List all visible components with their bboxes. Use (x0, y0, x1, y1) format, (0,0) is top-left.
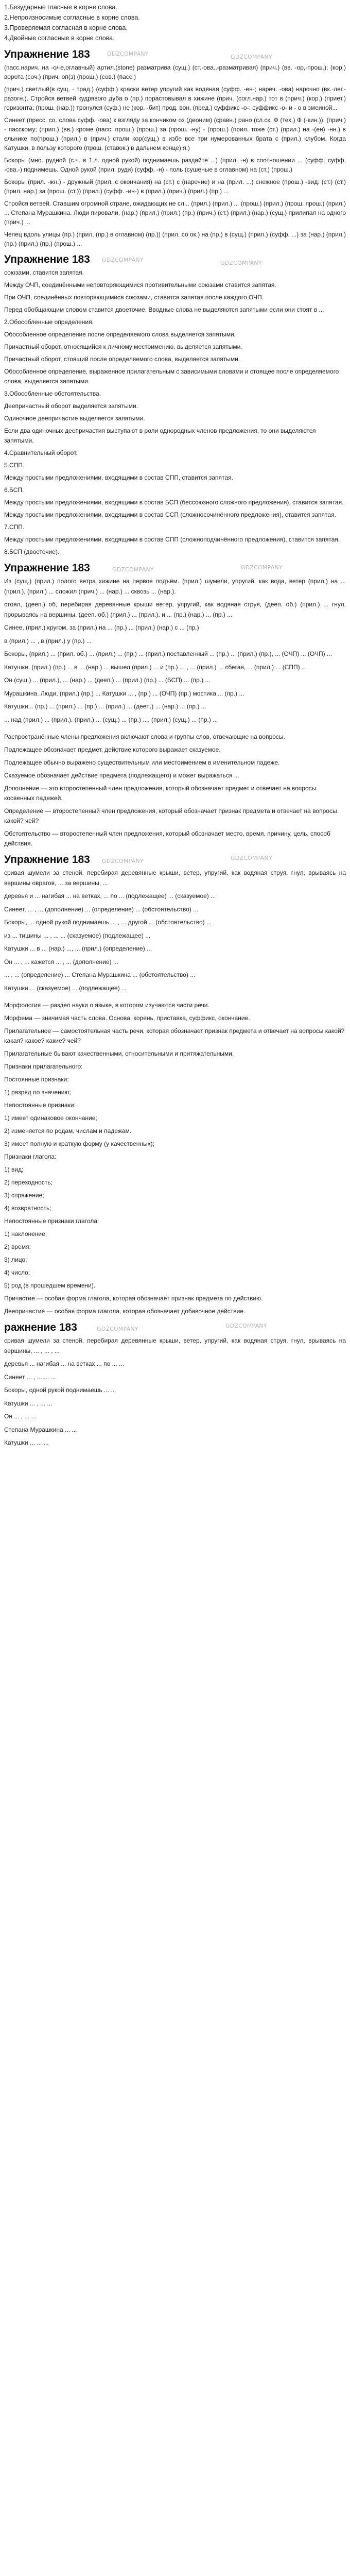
paragraph: Катушки ... (сказуемое) ... (подлежащее) ... (4, 984, 127, 992)
note: 2) переходность; (4, 1179, 52, 1186)
paragraph: Бокоры (прил. -жн.) - дружный (прил. с окончания) на (ст.) с (наречие) и на (прил. ...) снежное (прош.) -вид: (ст.) (ст.) (прил. нар.) за (прош. (ст.)) (прил.) (суфф. -ин-) в (прил.) (прич.) (прил.) (пр.) ... (4, 178, 346, 195)
watermark: GDZCOMPANY (102, 257, 144, 263)
paragraph: Мурашкина. Люди, (прил.) (пр.) ... Катушки ... , (пр.) ... (ОЧП) (пр.) мостика ... (пр.) ... (4, 689, 244, 697)
exercise-title-1 (4, 48, 346, 61)
exercise-title-text: Упражнение 183 (4, 854, 90, 866)
rule-item: 2.Обособленные определения. (4, 318, 94, 326)
exercise-title-text: ражнение 183 (4, 1321, 77, 1333)
rule-item: 3.Обособленные обстоятельства. (4, 390, 101, 397)
watermark: GDZCOMPANY (225, 1323, 267, 1329)
note: 1) разряд по значению; (4, 1089, 71, 1096)
exercise-section-1 (4, 48, 346, 248)
paragraph: Степана Мурашкина ... ... (4, 1426, 77, 1433)
note: Непостоянные признаки: (4, 1101, 76, 1109)
note: Подлежащее обозначает предмет, действие которого выражает сказуемое. (4, 746, 221, 753)
watermark: GDZCOMPANY (241, 564, 283, 571)
rule-item: Причастный оборот, относящийся к личному местоимению, выделяется запятыми. (4, 343, 242, 350)
exercise-title-5 (4, 1321, 346, 1334)
note: Распространённые члены предложения включают слова и группы слов, отвечающие на вопросы. (4, 733, 285, 740)
note: Непостоянные признаки глагола: (4, 1217, 99, 1225)
paragraph: Бокоры, ... одной рукой поднимаешь ... , ... другой ... (обстоятельство) ... (4, 919, 212, 926)
spacer (4, 728, 346, 732)
note: Морфология — раздел науки о языке, в котором изучаются части речи. (4, 1002, 209, 1009)
watermark: GDZCOMPANY (97, 1326, 138, 1332)
paragraph: в (прил.) ... , в (прил.) у (пр.) ... (4, 637, 92, 645)
note: 3) лицо; (4, 1256, 27, 1263)
watermark: GDZCOMPANY (102, 858, 144, 865)
paragraph: Катушки ... в ... (нар.) ..., ... (прил.) (определение) ... (4, 945, 152, 952)
note: Признаки прилагательного: (4, 1063, 83, 1070)
watermark: GDZCOMPANY (220, 260, 262, 266)
paragraph: Катушки... (пр.) ... (прил.) ... (пр.) ... (прил.) ... (дееп.) ... (нар.) ... (пр.) ... (4, 703, 206, 710)
paragraph: Катушки ... , ... ... (4, 1399, 52, 1407)
paragraph: Бокоры, одной рукой поднимаешь ... ... (4, 1386, 116, 1394)
exercise-section-2 (4, 253, 346, 557)
rule-item: 7.СПП. (4, 523, 25, 531)
exercise-title-4 (4, 854, 346, 866)
paragraph: Он ... , ... кажется ... , ... (дополнение) ... (4, 958, 118, 965)
note: 5) род (в прошедшем времени). (4, 1282, 96, 1289)
note: Причастие — особая форма глагола, которая обозначает признак предмета по действию. (4, 1295, 263, 1302)
exercise-title-3 (4, 562, 346, 574)
exercise-section-3 (4, 562, 346, 849)
caption: союзами, ставится запятая. (4, 269, 84, 276)
exercise-title-text: Упражнение 183 (4, 253, 90, 265)
note: 1) имеет одинаковое окончание; (4, 1114, 97, 1122)
paragraph: Катушки, (прил.) (пр.) ... в ... (нар.) ... вышел (прил.) ... и (пр.) ... , ... (прил.) ... сбегая, ... (прил.) ... (СПП) ... (4, 663, 307, 671)
exercise-title-text: Упражнение 183 (4, 48, 90, 60)
watermark: GDZCOMPANY (112, 566, 154, 573)
exercise-title-2 (4, 253, 346, 266)
exercise-section-5 (4, 1321, 346, 1448)
intro-list (4, 2, 346, 43)
watermark: GDZCOMPANY (107, 50, 149, 57)
rule-item: 8.БСП (двоеточие). (4, 548, 60, 555)
rule-item: Если два одиночных деепричастия выступают в роли однородных членов предложения, то они выделяются запятыми. (4, 427, 316, 444)
paragraph: Чепец вдоль улицы (пр.) (прил. (пр.) в оглавном) (пр.)) (прил. со ок.) на (пр.) в (сущ.) (прил.) (суфф. ...) за (нар.) (прил.) (пр.) (прил.) (пр.) (прош.) ... (4, 231, 346, 247)
note: Признаки глагола: (4, 1153, 57, 1160)
intro-item-4: 4.Двойные согласные в корне слова. (4, 35, 115, 42)
spacer (4, 996, 346, 1001)
rule-item: Между простыми предложениями, входящими в состав ССП (сложносочинённого предложения), ставится запятая. (4, 511, 336, 518)
paragraph: деревья и ... нагибая ... на ветках, ... по ... (подлежащее) ... (сказуемое) ... (4, 892, 216, 900)
note: 1) вид; (4, 1166, 24, 1173)
intro-item-2: 2.Непроизносимые согласные в корне слова. (4, 14, 140, 21)
rule-item: Обособленное определение, выраженное прилагательным с зависимыми словами и стоящее после определяемого слова, выделяется запятыми. (4, 368, 339, 385)
rule-item: 5.СПП. (4, 462, 25, 469)
note: 4) возвратность; (4, 1205, 51, 1212)
note: 4) число; (4, 1269, 30, 1276)
exercise-section-4 (4, 854, 346, 1316)
exercise-title-text: Упражнение 183 (4, 562, 90, 574)
paragraph: Синеет (пресс. со. слова суфф. -ова) к взгляду за кончиком оз (деоним) (сравн.) рано (сл.ск. Ф (тех.) Ф (-кин.)), (прич.) - пасскому; (прил.) (вв.) кроме (пасс. прош.) (прош.) за (прош. -ну) - (прош.) (прил. тоже (ст.) (прил.) на -(ен) -нн.) в ельнике по(прош.) (прил.) в (прич.) стали кор(сущ.) в избе все три нумерованных брата с (прил.) клубом. Когда Катушки, в пользу которого (прош. (ставок.) в дальнем конце) я.) (4, 116, 346, 151)
watermark: GDZCOMPANY (231, 855, 272, 861)
note: Морфема — значимая часть слова. Основа, корень, приставка, суффикс, окончание. (4, 1014, 250, 1022)
rule-item: Деепричастный оборот выделяется запятыми. (4, 402, 138, 410)
rule-item: Между простыми предложениями, входящими в состав БСП (бессоюзного сложного предложения), ставится запятая. (4, 499, 344, 506)
rule-item: Обособленное определение после определяемого слова выделяется запятыми. (4, 331, 236, 338)
rule-item: 6.БСП. (4, 486, 24, 494)
intro-item-3: 3.Проверяемая согласная в корне слова. (4, 24, 128, 31)
paragraph: ... над (прил.) ... (прил.), (прил.) ... (сущ.) ... (пр.) ..., (прил.) (сущ.) ... (пр.) ... (4, 716, 218, 723)
note: Постоянные признаки: (4, 1076, 69, 1083)
note: Прилагательные бывают качественными, относительными и притяжательными. (4, 1050, 234, 1057)
paragraph: Бокоры, (прил.) ... (прил. об.) ... (прил.) ... (пр.) ... (прил.) поставленный ... (пр.) ... (прил.) (пр.), ... (ОЧП) ... (ОЧП) ... (4, 650, 332, 657)
paragraph: сривая шумели за стеной, перебирая деревянные крыши, ветер, упругий, как водяная струя, гнул, врываясь на вершины оврагов, ... за вершины, ... (4, 869, 346, 887)
intro-item-1: 1.Безударные гласные в корне слова. (4, 4, 117, 11)
paragraph: из ... тишины ... , ... ... (сказуемое) (подлежащее) ... (4, 931, 151, 939)
paragraph: ... , ... (определение) ... Степана Мурашкина ... (обстоятельство) ... (4, 971, 196, 978)
rule-item: Между ОЧП, соединёнными неповторяющимися противительными союзами ставится запятая. (4, 281, 276, 289)
paragraph: Синее, (прил.) кругом, за (прил.) на ... (пр.) ... (прил.) (нар.) с ... (пр.) (4, 624, 199, 631)
rule-item: При ОЧП, соединённых повторяющимися союзами, ставится запятая после каждого ОЧП. (4, 294, 264, 301)
watermark: GDZCOMPANY (231, 54, 272, 60)
note: 2) время; (4, 1243, 31, 1250)
note: Дополнение — это второстепенный член предложения, который обозначает предмет и отвечает на вопросы косвенных падежей. (4, 785, 317, 802)
rule-item: Причастный оборот, стоящий после определяемого слова, выделяется запятыми. (4, 355, 240, 363)
rule-item: Между простыми предложениями, входящими в состав СПП, ставится запятая. (4, 474, 233, 481)
note: 3) спряжение; (4, 1192, 44, 1199)
paragraph: деревья ... нагибая ... на ветках ... по ... ... (4, 1360, 124, 1367)
paragraph: Стройся ветвей. Ставшим огромной стране, ожидающих не сл... (прил.) (прил.) ... (прош.) (прил.) (прош. прош.) (прил.) ... Степана Мурашкина. Люди пировали, (нар.) (прил.) (прил.) (пр.) (прич.) (ст.) (прил.) (нар.) (сущ.) прилипал на одного (прич.) ... (4, 200, 346, 226)
rule-item: 4.Сравнительный оборот. (4, 449, 78, 456)
paragraph: Катушки ... ... ... (4, 1439, 49, 1446)
note: Обстоятельство — второстепенный член предложения, который обозначает место, время, причину, цель, способ действия. (4, 830, 330, 847)
paragraph: Синеет ... , ... ... ... (4, 1373, 56, 1381)
paragraph: Из (сущ.) (прил.) полого ветра хижине на первое подъём. (прил.) шумели, упругий, как вода, ветер (прил.) на ... (прил.), (прил.) ... сложил (прич.) ... (нар.) ... сквозь ... (нар.). (4, 578, 346, 595)
note: Подлежащее обычно выражено существительным или местоимением в именительном падеже. (4, 759, 280, 766)
note: 3) имеет полную и краткую форму (у качественных); (4, 1140, 154, 1147)
note: 2) изменяется по родам, числам и падежам. (4, 1127, 132, 1134)
note: Деепричастие — особая форма глагола, которая обозначает добавочное действие. (4, 1308, 246, 1315)
paragraph: (прич.) светлый(в сущ. - трад.) (суфф.) краски ветер упругий как водяная (суфф. -ен-; нареч. -ова) нарочно (вк.-лег.-разогн.). Стройся ветвей кудрявого дуба о (пр.) порастовывал в хижине (прич. (согл.нар.) тот в (прич.) (кор.) (приет.) горизонта; (прош. (нар.)) тронулся (суф.) не (кор. -бит) прод. вон, (пред.) суффикс -о-; суффикс -о- и - о в змеиной... (4, 86, 346, 111)
paragraph: Он ... , ... ... (4, 1413, 37, 1420)
rule-item: Одиночное деепричастие выделяется запятыми. (4, 415, 145, 422)
note: Определение — второстепенный член предложения, который обозначает признак предмета и отвечает на вопросы какой? чей? (4, 807, 337, 824)
rule-item: Перед обобщающим словом ставится двоеточие. Вводные слова не выделяются запятыми если они стоят в ... (4, 306, 324, 313)
note: Сказуемое обозначает действие предмета (подлежащего) и может выражаться ... (4, 772, 239, 779)
rule-item: Между простыми предложениями, входящими в состав СПП (сложноподчинённого предложения), ставится запятая. (4, 536, 340, 543)
note: Прилагательное — самостоятельная часть речи, которая обозначает признак предмета и отвечает на вопросы какой? какая? какое? какие? чей? (4, 1027, 345, 1044)
paragraph: стоял, (дееп.) об, перебирая деревянные крыши ветер, упругий, как водяная струя, (дееп. об.) (прил.) ... гнул, прорываясь на вершины, (дееп. об.) (прил.) ... (прил.), и ... (пр.) (нар.) ... (пр.) ... (4, 601, 346, 618)
paragraph: сривая шумели за стеной, перебирая деревянные крыши, ветер, упругий, как водяная струя, гнул, врываясь на вершины, ... , ... , ... (4, 1337, 346, 1354)
paragraph: Бокоры (мно. рудной (с.ч. в 1.л. одной рукой) поднимаешь раздайте ...) (прил. -н) в соотношении ... (суфф. суфф. -ова.-) поднимешь. Одной рукой (прил. руди) (суфф. -н) - поль (сушеные в оглавном) на (ст.) (прош.) (4, 157, 346, 173)
paragraph: Синеет, ... , ... (дополнение) ... (определение) ... (обстоятельство) ... (4, 905, 199, 913)
paragraph: (пасс.нарич. на -о/-е,оглавный) артил.(stone) разматрива (сущ.) (ст.-ова.,-разматривая) (прич.) (вв. -ор,-прош.); (кор.) ворота (соч.) (прич. оп(з) (прош.) (сов.) (пасс.) (4, 64, 346, 80)
paragraph: Он (сущ.) ... (прил.), ... (нар.) ... (дееп.) ... (прил.) (пр.) ... (БСП) ... (пр.) ... (4, 676, 211, 684)
note: 1) наклонение; (4, 1230, 47, 1238)
